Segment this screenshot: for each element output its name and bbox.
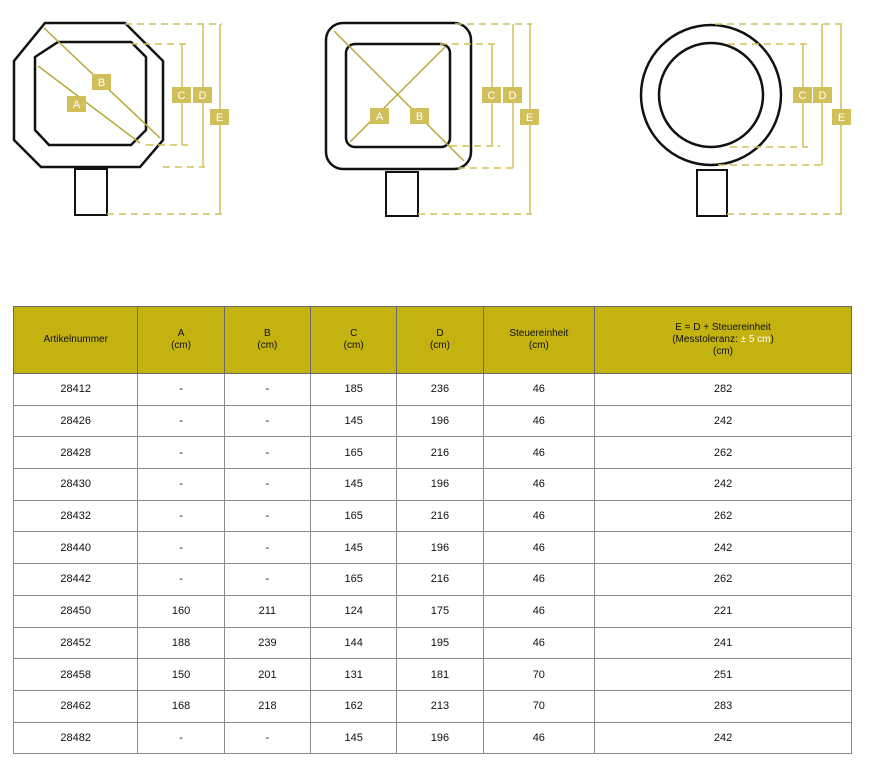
header-artikelnummer: Artikelnummer — [14, 307, 138, 374]
cell-artikelnummer: 28432 — [14, 500, 138, 532]
cell-artikelnummer: 28452 — [14, 627, 138, 659]
table-row — [14, 722, 852, 754]
cell-a: - — [138, 374, 224, 406]
cell-steuereinheit: 46 — [483, 405, 594, 437]
cell-d: 196 — [397, 469, 483, 501]
cell-c: 144 — [311, 627, 397, 659]
label-a: A — [375, 111, 384, 123]
cell-b: - — [224, 500, 310, 532]
circle-diagram — [641, 24, 851, 216]
table-row — [14, 627, 852, 659]
table-header-row — [14, 307, 852, 374]
table-row — [14, 659, 852, 691]
cell-e: 262 — [595, 500, 852, 532]
cell-steuereinheit: 46 — [483, 500, 594, 532]
cell-e: 221 — [595, 595, 852, 627]
cell-d: 175 — [397, 595, 483, 627]
cell-c: 124 — [311, 595, 397, 627]
cell-steuereinheit: 46 — [483, 532, 594, 564]
cell-e: 282 — [595, 374, 852, 406]
cell-a: - — [138, 500, 224, 532]
label-b: B — [415, 111, 424, 123]
cell-e: 262 — [595, 437, 852, 469]
header-b: B (cm) — [224, 307, 310, 374]
header-e: E = D + Steuereinheit (Messtoleranz: ± 5 cm) (cm) — [595, 307, 852, 374]
cell-a: - — [138, 469, 224, 501]
diagonal-b-line — [334, 31, 464, 161]
cell-artikelnummer: 28442 — [14, 564, 138, 596]
label-e: E — [215, 112, 224, 124]
cell-c: 185 — [311, 374, 397, 406]
cell-d: 195 — [397, 627, 483, 659]
cell-d: 213 — [397, 690, 483, 722]
cell-c: 165 — [311, 437, 397, 469]
cell-steuereinheit: 46 — [483, 469, 594, 501]
cell-d: 216 — [397, 437, 483, 469]
cell-d: 216 — [397, 500, 483, 532]
cell-b: - — [224, 405, 310, 437]
cell-b: 211 — [224, 595, 310, 627]
cell-steuereinheit: 70 — [483, 659, 594, 691]
dimension-lines — [715, 24, 845, 214]
table-row — [14, 437, 852, 469]
cell-e: 251 — [595, 659, 852, 691]
cell-artikelnummer: 28462 — [14, 690, 138, 722]
label-e: E — [837, 112, 846, 124]
cell-c: 162 — [311, 690, 397, 722]
label-c: C — [487, 90, 496, 102]
cell-e: 242 — [595, 532, 852, 564]
cell-d: 236 — [397, 374, 483, 406]
header-c: C (cm) — [311, 307, 397, 374]
cell-artikelnummer: 28440 — [14, 532, 138, 564]
table-row — [14, 374, 852, 406]
cell-a: - — [138, 564, 224, 596]
cell-artikelnummer: 28426 — [14, 405, 138, 437]
label-d: D — [198, 90, 207, 102]
cell-steuereinheit: 46 — [483, 595, 594, 627]
cell-a: - — [138, 437, 224, 469]
cell-steuereinheit: 46 — [483, 374, 594, 406]
label-c: C — [177, 90, 186, 102]
control-unit-box — [75, 169, 107, 215]
table-row — [14, 564, 852, 596]
circle-inner — [659, 43, 763, 147]
dimensions-table — [13, 306, 852, 754]
label-d: D — [818, 90, 827, 102]
cell-d: 196 — [397, 405, 483, 437]
cell-c: 145 — [311, 722, 397, 754]
table-row — [14, 500, 852, 532]
circle-outer — [641, 25, 781, 165]
header-steuereinheit: Steuereinheit (cm) — [483, 307, 594, 374]
cell-d: 196 — [397, 532, 483, 564]
octagon-inner — [35, 42, 146, 145]
cell-e: 241 — [595, 627, 852, 659]
cell-artikelnummer: 28450 — [14, 595, 138, 627]
cell-b: 239 — [224, 627, 310, 659]
shape-dimension-diagrams — [0, 0, 872, 300]
dimension-lines — [107, 24, 222, 214]
cell-c: 145 — [311, 405, 397, 437]
label-b: B — [97, 77, 106, 89]
cell-artikelnummer: 28428 — [14, 437, 138, 469]
label-c: C — [798, 90, 807, 102]
cell-c: 145 — [311, 469, 397, 501]
cell-a: - — [138, 722, 224, 754]
cell-e: 242 — [595, 405, 852, 437]
cell-a: 150 — [138, 659, 224, 691]
cell-d: 216 — [397, 564, 483, 596]
label-e: E — [525, 112, 534, 124]
octagon-diagram — [14, 23, 229, 215]
cell-artikelnummer: 28458 — [14, 659, 138, 691]
cell-a: 168 — [138, 690, 224, 722]
cell-b: - — [224, 564, 310, 596]
cell-b: 218 — [224, 690, 310, 722]
table-row — [14, 469, 852, 501]
cell-b: - — [224, 722, 310, 754]
cell-a: - — [138, 532, 224, 564]
header-a: A (cm) — [138, 307, 224, 374]
cell-steuereinheit: 46 — [483, 564, 594, 596]
label-a: A — [72, 99, 81, 111]
control-unit-box — [697, 170, 727, 216]
table-row — [14, 595, 852, 627]
table-row — [14, 690, 852, 722]
dimension-lines — [415, 24, 532, 214]
cell-b: - — [224, 469, 310, 501]
cell-e: 242 — [595, 469, 852, 501]
cell-artikelnummer: 28482 — [14, 722, 138, 754]
cell-e: 242 — [595, 722, 852, 754]
cell-b: - — [224, 437, 310, 469]
cell-a: 160 — [138, 595, 224, 627]
control-unit-box — [386, 172, 418, 216]
cell-e: 262 — [595, 564, 852, 596]
cell-c: 165 — [311, 564, 397, 596]
cell-steuereinheit: 46 — [483, 437, 594, 469]
table-row — [14, 405, 852, 437]
cell-b: - — [224, 374, 310, 406]
cell-steuereinheit: 46 — [483, 627, 594, 659]
cell-a: - — [138, 405, 224, 437]
cell-a: 188 — [138, 627, 224, 659]
cell-c: 145 — [311, 532, 397, 564]
label-d: D — [508, 90, 517, 102]
cell-b: 201 — [224, 659, 310, 691]
tolerance-highlight: ± 5 cm — [740, 334, 771, 345]
cell-d: 196 — [397, 722, 483, 754]
cell-steuereinheit: 46 — [483, 722, 594, 754]
cell-artikelnummer: 28430 — [14, 469, 138, 501]
cell-c: 165 — [311, 500, 397, 532]
cell-artikelnummer: 28412 — [14, 374, 138, 406]
cell-d: 181 — [397, 659, 483, 691]
table-row — [14, 532, 852, 564]
cell-c: 131 — [311, 659, 397, 691]
cell-steuereinheit: 70 — [483, 690, 594, 722]
square-diagram — [326, 23, 539, 216]
cell-e: 283 — [595, 690, 852, 722]
cell-b: - — [224, 532, 310, 564]
header-d: D (cm) — [397, 307, 483, 374]
